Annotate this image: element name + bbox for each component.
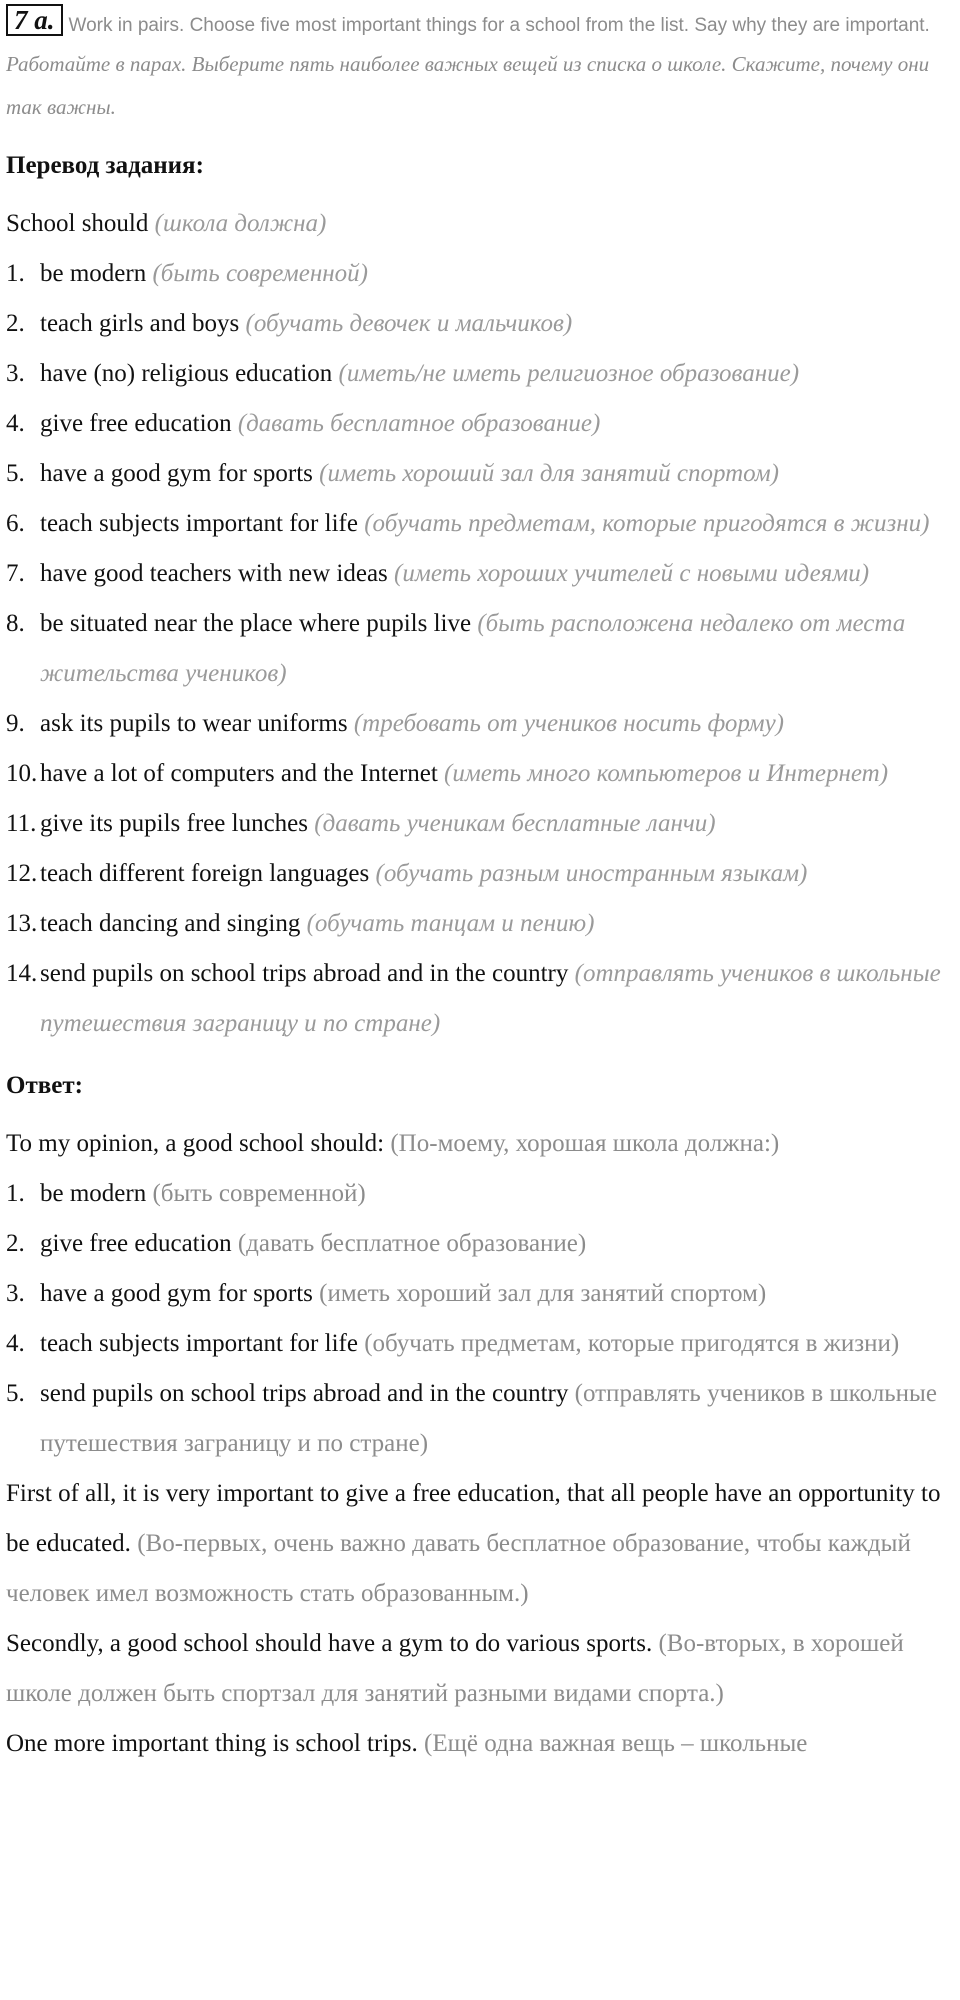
list-item-number: 5.	[6, 1380, 25, 1407]
list-item-en: teach different foreign languages	[40, 860, 370, 887]
list-item-number: 7.	[6, 560, 25, 587]
list-item-ru: (обучать предметам, которые пригодятся в жизни)	[364, 510, 930, 537]
answer-paragraph	[6, 1469, 954, 1619]
list-item-ru: (иметь хороший зал для занятий спортом)	[319, 460, 780, 487]
list-item-number: 8.	[6, 610, 25, 637]
list-item-en: have good teachers with new ideas	[40, 560, 388, 587]
list-item-ru: (обучать девочек и мальчиков)	[245, 310, 573, 337]
answer-paragraph	[6, 1619, 954, 1719]
list-item-en: give its pupils free lunches	[40, 810, 308, 837]
list-item	[6, 599, 954, 699]
list-item-en: teach girls and boys	[40, 310, 240, 337]
answer-paragraph-ru: (Во-первых, очень важно давать бесплатное образование, чтобы каждый человек имел возможность стать образованным.)	[6, 1530, 911, 1607]
list-item-en: ask its pupils to wear uniforms	[40, 710, 348, 737]
list-item-number: 4.	[6, 1330, 25, 1357]
list-item-ru: (иметь хороший зал для занятий спортом)	[319, 1280, 767, 1307]
task-instruction	[6, 4, 954, 43]
list-item-ru: (давать ученикам бесплатные ланчи)	[314, 810, 716, 837]
list-item	[6, 549, 954, 599]
list-item-number: 2.	[6, 1230, 25, 1257]
list-item-number: 12.	[6, 860, 38, 887]
list-item-en: be situated near the place where pupils live	[40, 610, 472, 637]
answer-intro-en: To my opinion, a good school should:	[6, 1130, 385, 1157]
list-item	[6, 699, 954, 749]
list-item	[6, 1319, 954, 1369]
list-item-en: teach subjects important for life	[40, 510, 358, 537]
list-item	[6, 1269, 954, 1319]
list-item-number: 5.	[6, 460, 25, 487]
answer-paragraph-en: One more important thing is school trips.	[6, 1730, 418, 1757]
answer-paragraph-en: Secondly, a good school should have a gym to do various sports.	[6, 1630, 653, 1657]
list-item-number: 4.	[6, 410, 25, 437]
list-item	[6, 949, 954, 1049]
answer-paragraphs	[6, 1469, 954, 1769]
list-item-number: 3.	[6, 360, 25, 387]
list-item-number: 14.	[6, 960, 38, 987]
list-item-en: have a good gym for sports	[40, 1280, 313, 1307]
list-item	[6, 249, 954, 299]
answer-paragraph	[6, 1719, 954, 1769]
list-item-en: have (no) religious education	[40, 360, 333, 387]
list-item	[6, 899, 954, 949]
list-item	[6, 349, 954, 399]
list-item-ru: (давать бесплатное образование)	[237, 1230, 587, 1257]
list-item	[6, 749, 954, 799]
list-item-ru: (быть современной)	[152, 1180, 366, 1207]
list-item-number: 9.	[6, 710, 25, 737]
list-item-number: 1.	[6, 1180, 25, 1207]
task-instruction-ru: Работайте в парах. Выберите пять наиболее важных вещей из списка о школе. Скажите, почему они так важны.	[6, 52, 930, 119]
task-number-badge: 7 a.	[6, 4, 63, 36]
list-item-ru: (отправлять учеников в школьные путешествия заграницу и по стране)	[40, 1380, 937, 1457]
list-item-ru: (обучать танцам и пению)	[306, 910, 595, 937]
list-item-number: 10.	[6, 760, 38, 787]
list-item	[6, 799, 954, 849]
list-item	[6, 499, 954, 549]
list-item-number: 3.	[6, 1280, 25, 1307]
list-item-ru: (быть расположена недалеко от места жительства учеников)	[40, 610, 906, 687]
list-item-en: give free education	[40, 1230, 232, 1257]
translation-intro-ru: (школа должна)	[154, 210, 327, 237]
translation-heading: Перевод задания:	[6, 152, 204, 179]
answer-paragraph-ru: (Ещё одна важная вещь – школьные	[424, 1730, 808, 1757]
list-item	[6, 299, 954, 349]
list-item-number: 13.	[6, 910, 38, 937]
list-item-ru: (иметь/не иметь религиозное образование)	[338, 360, 800, 387]
translation-intro	[6, 199, 954, 249]
list-item-en: send pupils on school trips abroad and in the country	[40, 1380, 569, 1407]
list-item-en: have a lot of computers and the Internet	[40, 760, 438, 787]
list-item-number: 6.	[6, 510, 25, 537]
list-item-en: have a good gym for sports	[40, 460, 313, 487]
list-item-en: send pupils on school trips abroad and in the country	[40, 960, 569, 987]
list-item-number: 11.	[6, 810, 37, 837]
list-item	[6, 849, 954, 899]
list-item	[6, 1219, 954, 1269]
list-item-en: teach subjects important for life	[40, 1330, 358, 1357]
list-item-ru: (требовать от учеников носить форму)	[353, 710, 785, 737]
list-item-ru: (иметь много компьютеров и Интернет)	[444, 760, 889, 787]
list-item-ru: (быть современной)	[152, 260, 368, 287]
list-item-ru: (иметь хороших учителей с новыми идеями)	[394, 560, 870, 587]
list-item-en: be modern	[40, 260, 147, 287]
task-instruction-text: Work in pairs. Choose five most important things for a school from the list. Say why they are important.	[68, 15, 930, 36]
translation-intro-en: School should	[6, 210, 149, 237]
list-item-en: give free education	[40, 410, 232, 437]
answer-list	[6, 1169, 954, 1469]
answer-paragraph-ru: (Во-вторых, в хорошей школе должен быть спортзал для занятий разными видами спорта.)	[6, 1630, 904, 1707]
list-item-ru: (обучать разным иностранным языкам)	[375, 860, 808, 887]
list-item-number: 2.	[6, 310, 25, 337]
answer-intro	[6, 1119, 954, 1169]
list-item	[6, 1169, 954, 1219]
list-item-number: 1.	[6, 260, 25, 287]
list-item-en: be modern	[40, 1180, 147, 1207]
list-item	[6, 399, 954, 449]
answer-paragraph-en: First of all, it is very important to give a free education, that all people have an opportunity to be educated.	[6, 1480, 941, 1557]
answer-heading: Ответ:	[6, 1072, 83, 1099]
translation-list	[6, 249, 954, 1049]
list-item	[6, 1369, 954, 1469]
answer-intro-ru: (По-моему, хорошая школа должна:)	[390, 1130, 780, 1157]
list-item	[6, 449, 954, 499]
list-item-ru: (отправлять учеников в школьные путешествия заграницу и по стране)	[40, 960, 941, 1037]
list-item-ru: (давать бесплатное образование)	[237, 410, 601, 437]
list-item-en: teach dancing and singing	[40, 910, 301, 937]
list-item-ru: (обучать предметам, которые пригодятся в жизни)	[364, 1330, 900, 1357]
